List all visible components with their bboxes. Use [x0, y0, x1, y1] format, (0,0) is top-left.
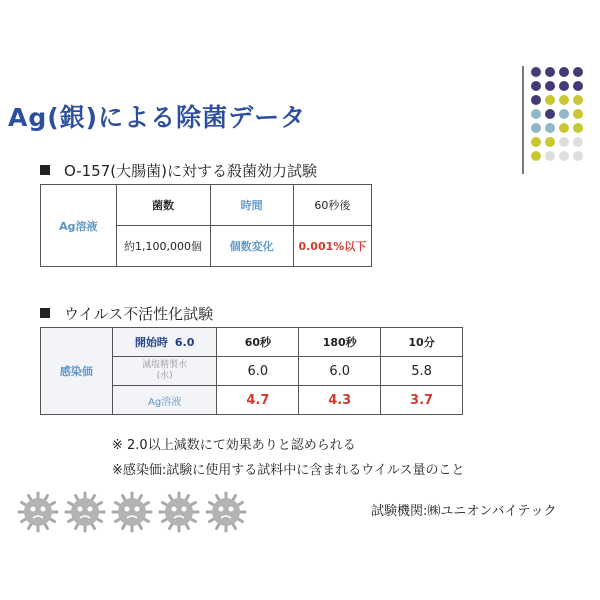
ag-value-10min: 3.7: [381, 386, 463, 415]
testing-organization: 試験機関:㈱ユニオンバイテック: [371, 504, 557, 519]
virus-icon: [113, 493, 151, 531]
decorative-dot-grid: [528, 66, 598, 166]
decorative-dot: [573, 81, 583, 91]
decorative-dot: [559, 95, 569, 105]
water-value-10min: 5.8: [381, 357, 463, 386]
decorative-dot: [573, 67, 583, 77]
virus-illustration-icon: [14, 484, 250, 536]
decorative-dot: [545, 81, 555, 91]
decorative-dot: [559, 123, 569, 133]
start-cell: 開始時 6.0: [112, 328, 217, 357]
note-definition: ※感染価:試験に使用する試料中に含まれるウイルス量のこと: [112, 463, 465, 478]
decorative-dot: [531, 151, 541, 161]
virus-inactivation-table: [40, 327, 463, 415]
virus-icon: [160, 493, 198, 531]
decorative-dot: [559, 151, 569, 161]
time-label: 時間: [210, 185, 293, 226]
ag-value-60s: 4.7: [217, 386, 299, 415]
decorative-dot: [531, 123, 541, 133]
decorative-dot: [573, 109, 583, 119]
ag-solution-row-label: Ag溶液: [112, 386, 217, 415]
decorative-divider: [522, 66, 524, 174]
decorative-dot: [531, 95, 541, 105]
decorative-dot: [545, 137, 555, 147]
page-title: Ag(銀)による除菌データ: [8, 103, 307, 132]
header-10min: 10分: [381, 328, 463, 357]
sterilization-table: [40, 184, 372, 267]
decorative-dot: [559, 81, 569, 91]
virus-icon: [19, 493, 57, 531]
decorative-dot: [531, 109, 541, 119]
decorative-dot: [573, 123, 583, 133]
decorative-dot: [531, 67, 541, 77]
decorative-dot: [559, 109, 569, 119]
time-value: 60秒後: [293, 185, 371, 226]
square-bullet-icon: [40, 308, 50, 318]
decorative-dot: [573, 95, 583, 105]
bacteria-count-value: 約1,100,000個: [116, 226, 210, 267]
ag-solution-label: Ag溶液: [41, 185, 117, 267]
note-threshold: ※ 2.0以上減数にて効果ありと認められる: [112, 438, 356, 453]
decorative-dot: [545, 109, 555, 119]
decorative-dot: [573, 137, 583, 147]
virus-icon: [207, 493, 245, 531]
infectivity-label: 感染価: [41, 328, 113, 415]
water-value-60s: 6.0: [217, 357, 299, 386]
decorative-dot: [531, 81, 541, 91]
decorative-dot: [545, 151, 555, 161]
water-label: 滅塩精製水 (水): [112, 357, 217, 386]
decorative-dot: [559, 137, 569, 147]
square-bullet-icon: [40, 165, 50, 175]
decorative-dot: [545, 95, 555, 105]
water-value-180s: 6.0: [299, 357, 381, 386]
ag-value-180s: 4.3: [299, 386, 381, 415]
decorative-dot: [545, 67, 555, 77]
decorative-dot: [559, 67, 569, 77]
change-label: 個数変化: [210, 226, 293, 267]
decorative-dot: [531, 137, 541, 147]
bacteria-count-header: 菌数: [116, 185, 210, 226]
decorative-dot: [545, 123, 555, 133]
change-value: 0.001%以下: [293, 226, 371, 267]
virus-icon: [66, 493, 104, 531]
section1-heading: O-157(大腸菌)に対する殺菌効力試験: [40, 160, 317, 181]
header-180s: 180秒: [299, 328, 381, 357]
header-60s: 60秒: [217, 328, 299, 357]
decorative-dot: [573, 151, 583, 161]
section2-heading: ウイルス不活性化試験: [40, 303, 213, 324]
